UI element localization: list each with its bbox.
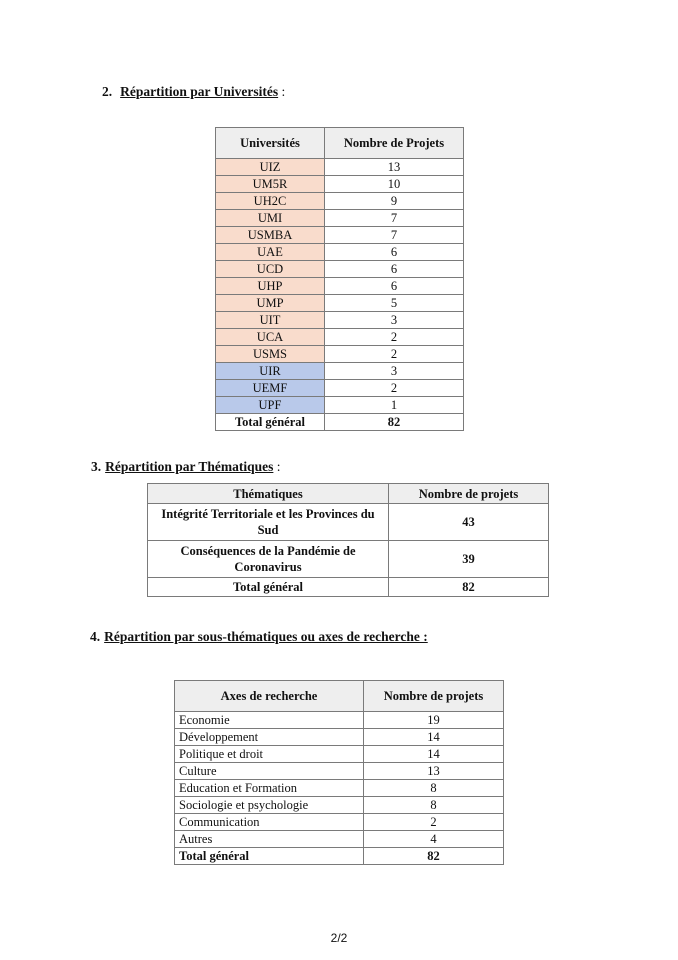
axis-name: Sociologie et psychologie xyxy=(175,797,364,814)
project-count: 7 xyxy=(325,210,464,227)
axis-name: Communication xyxy=(175,814,364,831)
col-header-projects: Nombre de Projets xyxy=(325,128,464,159)
table-row xyxy=(175,729,504,746)
table-row xyxy=(216,329,464,346)
theme-name: Conséquences de la Pandémie de Coronavirus xyxy=(148,541,389,578)
table-row xyxy=(175,797,504,814)
table-row xyxy=(216,380,464,397)
theme-count: 39 xyxy=(389,541,549,578)
total-label: Total général xyxy=(175,848,364,865)
university-name: UPF xyxy=(216,397,325,414)
table-row xyxy=(216,244,464,261)
axis-count: 14 xyxy=(364,729,504,746)
university-name: UM5R xyxy=(216,176,325,193)
project-count: 3 xyxy=(325,363,464,380)
themes-table xyxy=(147,483,549,597)
table-row xyxy=(175,814,504,831)
university-name: UCD xyxy=(216,261,325,278)
university-name: UAE xyxy=(216,244,325,261)
col-header-theme-projects: Nombre de projets xyxy=(389,484,549,504)
university-name: USMS xyxy=(216,346,325,363)
university-name: UIZ xyxy=(216,159,325,176)
project-count: 13 xyxy=(325,159,464,176)
table-row xyxy=(216,159,464,176)
axis-count: 4 xyxy=(364,831,504,848)
section2-colon: : xyxy=(278,84,286,99)
university-name: UH2C xyxy=(216,193,325,210)
total-label: Total général xyxy=(148,578,389,597)
axis-name: Education et Formation xyxy=(175,780,364,797)
section3-title: Répartition par Thématiques xyxy=(105,459,274,474)
project-count: 7 xyxy=(325,227,464,244)
total-row xyxy=(148,578,549,597)
project-count: 6 xyxy=(325,278,464,295)
project-count: 10 xyxy=(325,176,464,193)
section3-number: 3. xyxy=(91,459,102,474)
table-row xyxy=(216,193,464,210)
axis-count: 8 xyxy=(364,797,504,814)
project-count: 6 xyxy=(325,261,464,278)
total-row xyxy=(175,848,504,865)
axis-name: Développement xyxy=(175,729,364,746)
axis-count: 13 xyxy=(364,763,504,780)
page-number: 2/2 xyxy=(330,931,348,945)
table-row xyxy=(216,363,464,380)
section2-title: Répartition par Universités xyxy=(120,84,279,99)
table-row xyxy=(216,261,464,278)
table-row xyxy=(216,227,464,244)
project-count: 6 xyxy=(325,244,464,261)
total-value: 82 xyxy=(389,578,549,597)
table-row xyxy=(216,295,464,312)
university-name: USMBA xyxy=(216,227,325,244)
table-row xyxy=(216,312,464,329)
col-header-universities: Universités xyxy=(216,128,325,159)
research-axes-table xyxy=(174,680,504,865)
project-count: 2 xyxy=(325,380,464,397)
table-row xyxy=(175,831,504,848)
theme-name: Intégrité Territoriale et les Provinces du Sud xyxy=(148,504,389,541)
total-row xyxy=(216,414,464,431)
table-row xyxy=(175,712,504,729)
section4-number: 4. xyxy=(90,629,101,644)
university-name: UCA xyxy=(216,329,325,346)
total-label: Total général xyxy=(216,414,325,431)
university-name: UIT xyxy=(216,312,325,329)
col-header-axes-projects: Nombre de projets xyxy=(364,681,504,712)
project-count: 5 xyxy=(325,295,464,312)
col-header-axes: Axes de recherche xyxy=(175,681,364,712)
table-row xyxy=(175,763,504,780)
axis-count: 8 xyxy=(364,780,504,797)
table-row xyxy=(148,541,549,578)
axis-name: Economie xyxy=(175,712,364,729)
section2-heading xyxy=(102,84,285,100)
axis-count: 2 xyxy=(364,814,504,831)
total-value: 82 xyxy=(364,848,504,865)
section4-heading xyxy=(90,629,428,645)
total-value: 82 xyxy=(325,414,464,431)
project-count: 2 xyxy=(325,329,464,346)
axis-name: Politique et droit xyxy=(175,746,364,763)
axis-name: Culture xyxy=(175,763,364,780)
project-count: 2 xyxy=(325,346,464,363)
axis-name: Autres xyxy=(175,831,364,848)
table-row xyxy=(175,780,504,797)
university-name: UHP xyxy=(216,278,325,295)
table-row xyxy=(175,746,504,763)
table-row xyxy=(216,397,464,414)
universities-table xyxy=(215,127,464,431)
axis-count: 14 xyxy=(364,746,504,763)
table-row xyxy=(216,210,464,227)
section2-number: 2. xyxy=(102,84,113,99)
table-row xyxy=(216,346,464,363)
axis-count: 19 xyxy=(364,712,504,729)
col-header-themes: Thématiques xyxy=(148,484,389,504)
university-name: UIR xyxy=(216,363,325,380)
section4-title: Répartition par sous-thématiques ou axes de recherche : xyxy=(104,629,428,644)
table-row xyxy=(216,176,464,193)
project-count: 9 xyxy=(325,193,464,210)
table-row xyxy=(148,504,549,541)
table-row xyxy=(216,278,464,295)
theme-count: 43 xyxy=(389,504,549,541)
university-name: UMP xyxy=(216,295,325,312)
university-name: UMI xyxy=(216,210,325,227)
section3-colon: : xyxy=(273,459,281,474)
project-count: 3 xyxy=(325,312,464,329)
university-name: UEMF xyxy=(216,380,325,397)
section3-heading xyxy=(91,459,281,475)
project-count: 1 xyxy=(325,397,464,414)
